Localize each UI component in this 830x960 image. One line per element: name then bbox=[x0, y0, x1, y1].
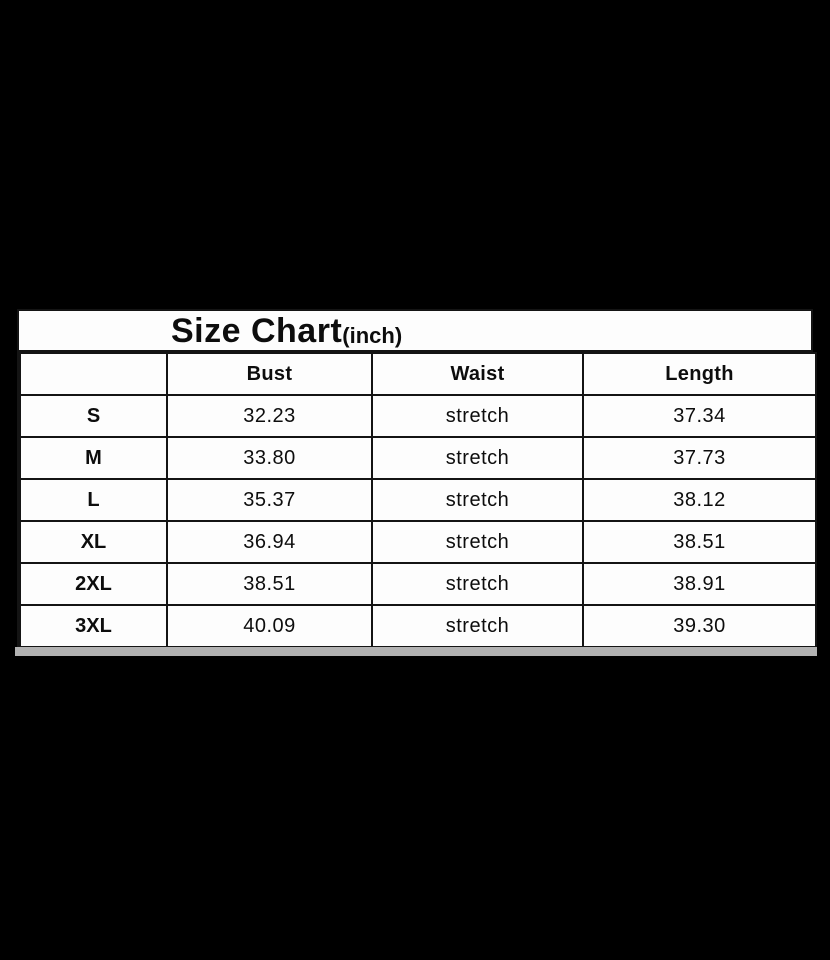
waist-cell: stretch bbox=[372, 605, 583, 647]
size-cell: 3XL bbox=[20, 605, 167, 647]
waist-cell: stretch bbox=[372, 521, 583, 563]
size-chart-grid bbox=[19, 352, 817, 648]
length-cell: 37.34 bbox=[583, 395, 816, 437]
size-chart-title: Size Chart bbox=[171, 312, 343, 350]
bust-cell: 38.51 bbox=[167, 563, 372, 605]
bust-cell: 33.80 bbox=[167, 437, 372, 479]
table-row-s bbox=[20, 395, 816, 437]
length-cell: 38.91 bbox=[583, 563, 816, 605]
length-cell: 38.12 bbox=[583, 479, 816, 521]
header-waist: Waist bbox=[372, 353, 583, 395]
length-cell: 39.30 bbox=[583, 605, 816, 647]
size-chart-title-row bbox=[19, 311, 811, 352]
table-row-3xl bbox=[20, 605, 816, 647]
table-row-l bbox=[20, 479, 816, 521]
size-cell: L bbox=[20, 479, 167, 521]
waist-cell: stretch bbox=[372, 437, 583, 479]
bust-cell: 36.94 bbox=[167, 521, 372, 563]
length-cell: 37.73 bbox=[583, 437, 816, 479]
header-bust: Bust bbox=[167, 353, 372, 395]
size-cell: 2XL bbox=[20, 563, 167, 605]
size-chart-unit-label: (inch) bbox=[342, 322, 403, 348]
header-size bbox=[20, 353, 167, 395]
size-cell: XL bbox=[20, 521, 167, 563]
header-row bbox=[20, 353, 816, 395]
table-drop-shadow bbox=[15, 647, 817, 656]
bust-cell: 35.37 bbox=[167, 479, 372, 521]
size-cell: S bbox=[20, 395, 167, 437]
table-row-2xl bbox=[20, 563, 816, 605]
bust-cell: 40.09 bbox=[167, 605, 372, 647]
size-cell: M bbox=[20, 437, 167, 479]
header-length: Length bbox=[583, 353, 816, 395]
waist-cell: stretch bbox=[372, 563, 583, 605]
bust-cell: 32.23 bbox=[167, 395, 372, 437]
table-row-m bbox=[20, 437, 816, 479]
size-chart-table bbox=[17, 309, 813, 648]
table-row-xl bbox=[20, 521, 816, 563]
waist-cell: stretch bbox=[372, 395, 583, 437]
waist-cell: stretch bbox=[372, 479, 583, 521]
length-cell: 38.51 bbox=[583, 521, 816, 563]
